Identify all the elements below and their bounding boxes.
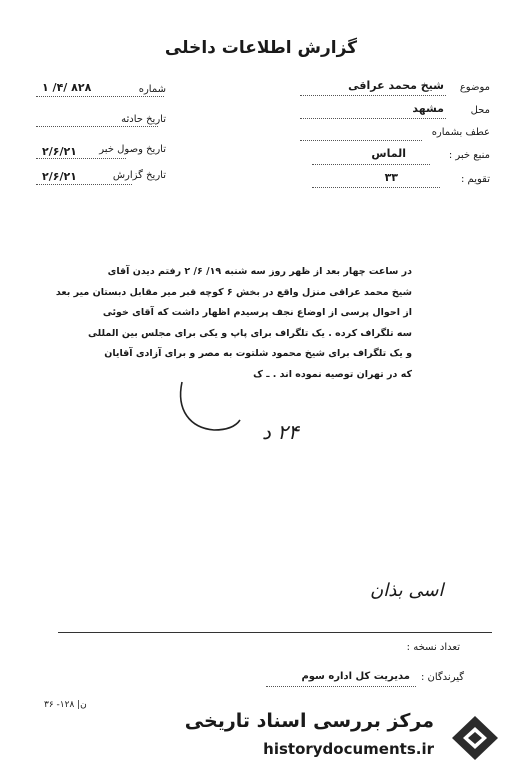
handwritten-scribble [170, 380, 250, 440]
body-line: از احوال پرسی از اوضاع نجف پرسیدم اظهار داشت که آقای خوئی [102, 307, 412, 318]
watermark-site-name: مرکز بررسی اسناد تاریخی [184, 710, 434, 732]
recipients-value: مدیریت کل اداره سوم [301, 671, 410, 682]
report-date-value: ۲/۶/۲۱ [42, 170, 77, 183]
handwritten-note: ۲۴ د [262, 420, 299, 444]
document-code: ۳۶ -۱۲۸ |ن [44, 700, 87, 710]
watermark-logo [184, 708, 512, 768]
receipt-date-value: ۲/۶/۲۱ [42, 145, 77, 158]
source-value: الماس [371, 147, 406, 160]
body-line: که در تهران توصیه نموده اند . ـ ک [253, 368, 412, 380]
place-value: مشهد [412, 102, 444, 115]
body-line: سه تلگراف کرده . یک تلگراف برای پاپ و یکی برای مجلس بین المللی [87, 327, 412, 339]
footer-divider [58, 632, 492, 633]
subject-label: موضوع [459, 82, 490, 93]
source-label: منبع خبر : [448, 150, 490, 161]
receipt-date-label: تاریخ وصول خبر [99, 144, 166, 155]
body-line: در ساعت چهار بعد از ظهر روز سه شنبه ۱۹/ ۶/ ۲ رفتم دیدن آقای [107, 266, 412, 277]
watermark-site-url: historydocuments.ir [263, 740, 434, 758]
document-title: گزارش اطلاعات داخلی [164, 38, 358, 58]
report-date-label: تاریخ گزارش [112, 170, 166, 181]
rating-label: تقویم : [461, 174, 490, 185]
body-line: شیخ محمد عراقی منزل واقع در بخش ۶ کوچه قبر میر مقابل دبستان میر بعد [55, 286, 412, 298]
body-line: و یک تلگراف برای شیخ محمود شلتوت به مصر و برای آزادی آقایان [104, 348, 412, 359]
rating-dotted-line [312, 187, 440, 188]
recipients-label: گیرندگان : [420, 672, 464, 683]
place-label: محل [470, 105, 490, 116]
number-value: ۸۲۸ /۴/ ۱ [42, 81, 92, 94]
copies-label: تعداد نسخه : [406, 642, 460, 653]
number-label: شماره [138, 84, 166, 95]
source-dotted-line [312, 164, 430, 165]
signature: اسی بذان [370, 580, 444, 601]
receipt-date-dotted-line [36, 158, 126, 159]
recipients-dotted-line [266, 686, 416, 687]
reference-dotted-line [300, 140, 422, 141]
report-date-dotted-line [36, 184, 132, 185]
rating-value: ۳۳ [384, 171, 398, 184]
subject-dotted-line [300, 95, 446, 96]
report-body [55, 262, 412, 385]
place-dotted-line [300, 118, 446, 119]
event-date-dotted-line [36, 126, 158, 127]
event-date-label: تاریخ حادثه [121, 114, 166, 125]
archive-emblem-icon [446, 712, 504, 764]
reference-label: عطف بشماره [431, 127, 490, 138]
subject-value: شیخ محمد عراقی [348, 79, 444, 92]
number-dotted-line [36, 96, 164, 97]
